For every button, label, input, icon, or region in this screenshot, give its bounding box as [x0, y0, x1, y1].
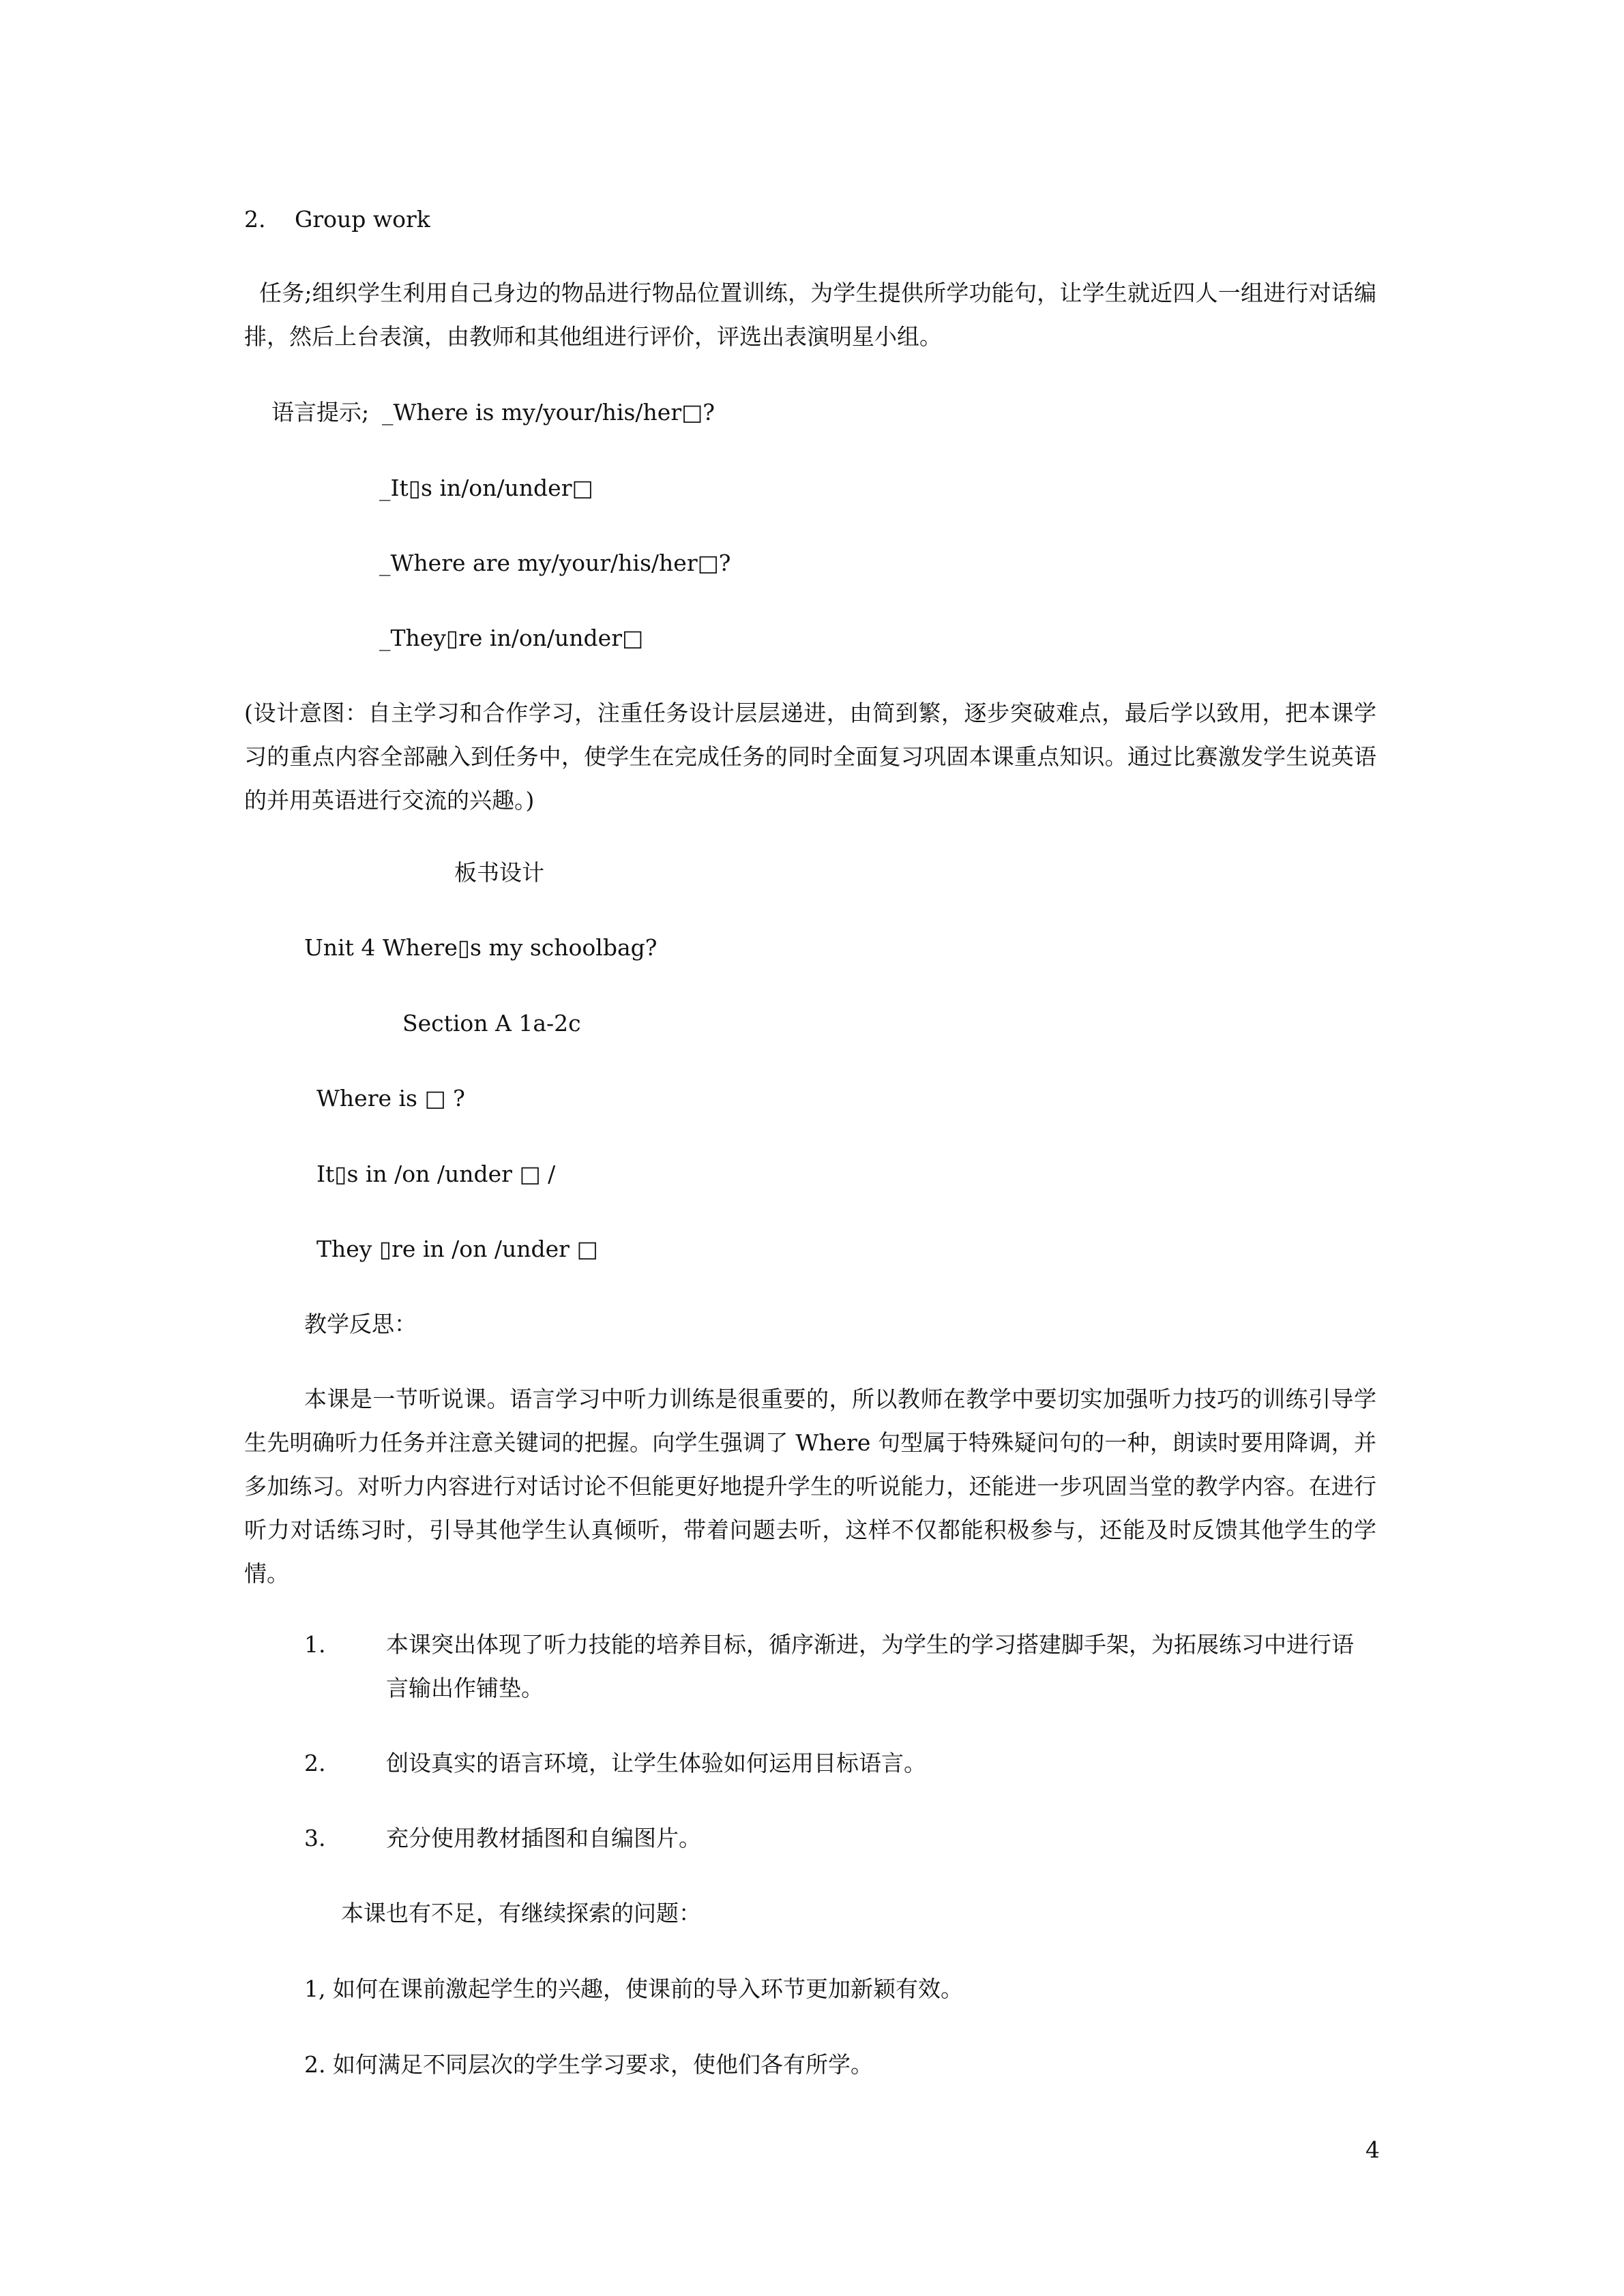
task-paragraph: 任务;组织学生利用自己身边的物品进行物品位置训练，为学生提供所学功能句，让学生就近四人一组进行对话编排，然后上台表演，由教师和其他组进行评价，评选出表演明星小组。 [244, 280, 1376, 350]
board-heading: 板书设计 [454, 859, 544, 886]
list-item-text: 本课突出体现了听力技能的培养目标，循序渐进，为学生的学习搭建脚手架，为拓展练习中进行语言输出作铺垫。 [386, 1631, 1354, 1701]
reflection-paragraph: 本课是一节听说课。语言学习中听力训练是很重要的，所以教师在教学中要切实加强听力技巧的训练引导学生先明确听力任务并注意关键词的把握。向学生强调了 Where 句型属于特殊疑问句的一种，朗读时要用降调，并多加练习。对听力内容进行对话讨论不但能更好地提升学生的听说能力，还能进一步巩固当堂的教学内容。在进行听力对话练习时，引导其他学生认真倾听，带着问题去听，这样不仅都能积极参与，还能及时反馈其他学生的学情。 [244, 1386, 1376, 1587]
language-tip-line: _It▯s in/on/under□ [379, 475, 593, 501]
list-item-text: 充分使用教材插图和自编图片。 [386, 1825, 701, 1851]
section-number: 2. [244, 206, 266, 233]
list-item-number: 3. [304, 1825, 326, 1851]
page-number: 4 [1365, 2136, 1380, 2163]
list-item-number: 1. [304, 1631, 326, 1658]
section-title: Group work [295, 206, 430, 233]
language-tip-line: _Where are my/your/his/her□? [379, 550, 731, 576]
shortcomings-intro: 本课也有不足，有继续探索的问题： [341, 1900, 701, 1926]
list-item-number: 2. [304, 1750, 326, 1776]
reflection-heading: 教学反思： [304, 1311, 417, 1337]
board-section-title: Section A 1a-2c [402, 1010, 581, 1037]
design-intent-paragraph: (设计意图：自主学习和合作学习，注重任务设计层层递进，由简到繁，逐步突破难点，最后学以致用，把本课学习的重点内容全部融入到任务中，使学生在完成任务的同时全面复习巩固本课重点知识。通过比赛激发学生说英语的并用英语进行交流的兴趣。) [244, 700, 1376, 814]
language-tip-line: _They▯re in/on/under□ [379, 625, 644, 651]
board-line: Where is □ ? [316, 1085, 465, 1112]
language-tips-label: 语言提示; [271, 399, 370, 426]
board-line: It▯s in /on /under □ / [316, 1161, 556, 1187]
list-item-text: 创设真实的语言环境，让学生体验如何运用目标语言。 [386, 1750, 926, 1776]
language-tip-line: _Where is my/your/his/her□? [382, 399, 715, 426]
shortcoming-line: 2. 如何满足不同层次的学生学习要求，使他们各有所学。 [304, 2051, 873, 2078]
board-line: They ▯re in /on /under □ [316, 1236, 598, 1262]
shortcoming-line: 1, 如何在课前激起学生的兴趣，使课前的导入环节更加新颖有效。 [304, 1976, 963, 2002]
board-unit-title: Unit 4 Where▯s my schoolbag? [304, 934, 658, 961]
